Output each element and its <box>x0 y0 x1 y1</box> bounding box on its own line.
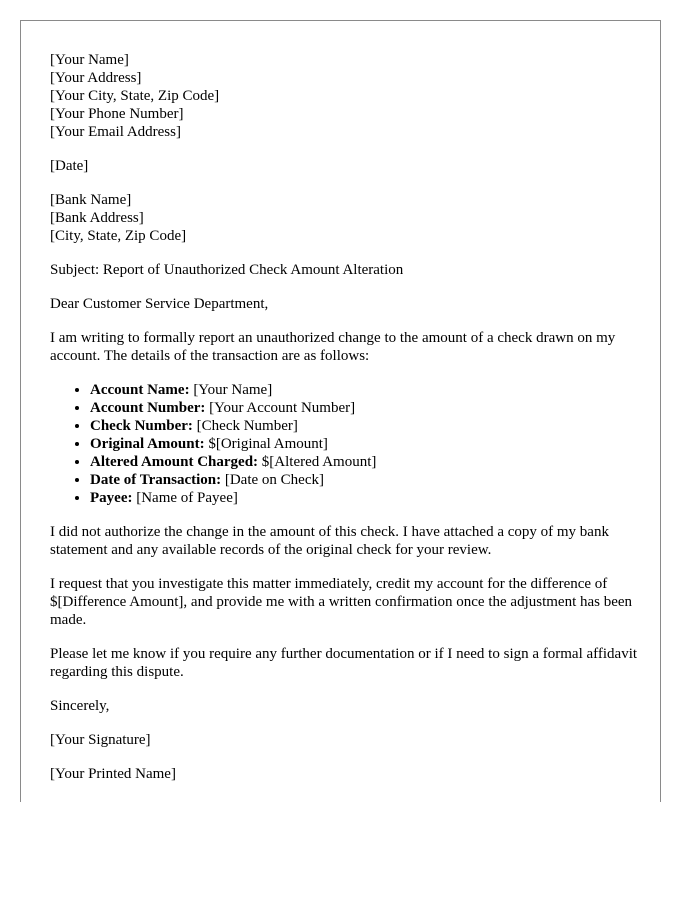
sender-phone: [Your Phone Number] <box>50 106 184 122</box>
detail-label: Original Amount: <box>90 436 205 452</box>
detail-value: $[Original Amount] <box>204 436 328 452</box>
detail-value: [Date on Check] <box>221 472 324 488</box>
sender-email: [Your Email Address] <box>50 124 181 140</box>
sender-address: [Your Address] <box>50 70 142 86</box>
list-item <box>90 453 640 471</box>
detail-label: Altered Amount Charged: <box>90 454 259 470</box>
signature: [Your Signature] <box>50 732 151 748</box>
sender-city-state-zip: [Your City, State, Zip Code] <box>50 88 220 104</box>
list-item <box>90 489 640 507</box>
recipient-bank-name: [Bank Name] <box>50 192 132 208</box>
recipient-bank-address: [Bank Address] <box>50 210 144 226</box>
salutation: Dear Customer Service Department, <box>50 296 269 312</box>
list-item <box>90 471 640 489</box>
intro-paragraph: I am writing to formally report an unauthorized change to the amount of a check drawn on my account. The details of the transaction are as follows: <box>50 330 616 364</box>
list-item <box>90 381 640 399</box>
recipient-city-state-zip: [City, State, Zip Code] <box>50 228 187 244</box>
detail-value: [Your Name] <box>189 382 273 398</box>
detail-value: [Your Account Number] <box>205 400 356 416</box>
sender-block <box>50 51 640 141</box>
transaction-details-list <box>50 381 640 507</box>
detail-label: Account Name: <box>90 382 190 398</box>
authorization-paragraph: I did not authorize the change in the amount of this check. I have attached a copy of my bank statement and any available records of the original check for your review. <box>50 524 609 558</box>
letter-body <box>50 51 640 783</box>
detail-label: Payee: <box>90 490 133 506</box>
letter-date: [Date] <box>50 158 89 174</box>
detail-label: Date of Transaction: <box>90 472 222 488</box>
letter-page <box>20 20 661 802</box>
list-item <box>90 399 640 417</box>
detail-label: Account Number: <box>90 400 206 416</box>
printed-name: [Your Printed Name] <box>50 766 176 782</box>
recipient-block <box>50 191 640 245</box>
list-item <box>90 417 640 435</box>
follow-up-paragraph: Please let me know if you require any further documentation or if I need to sign a formal affidavit regarding this dispute. <box>50 646 638 680</box>
detail-value: $[Altered Amount] <box>258 454 377 470</box>
subject-line: Subject: Report of Unauthorized Check Amount Alteration <box>50 262 404 278</box>
closing: Sincerely, <box>50 698 110 714</box>
list-item <box>90 435 640 453</box>
sender-name: [Your Name] <box>50 52 129 68</box>
detail-label: Check Number: <box>90 418 193 434</box>
request-paragraph: I request that you investigate this matter immediately, credit my account for the difference of $[Difference Amount], and provide me with a written confirmation once the adjustment has been made. <box>50 576 633 628</box>
detail-value: [Check Number] <box>192 418 298 434</box>
detail-value: [Name of Payee] <box>132 490 238 506</box>
